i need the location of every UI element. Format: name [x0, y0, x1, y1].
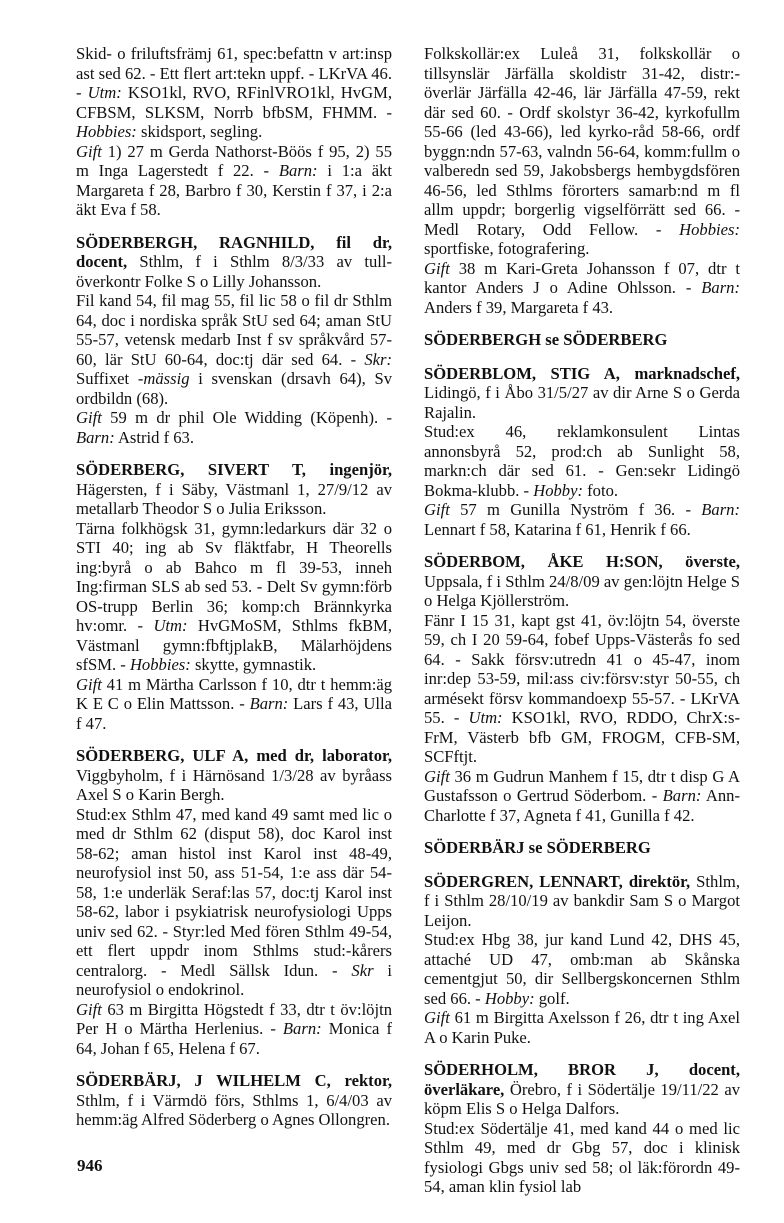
entry-title: överste,: [685, 552, 740, 571]
entry-paragraph: [76, 142, 392, 220]
italic-label: Barn:: [701, 278, 740, 297]
entry-text: sportfiske, fotografering.: [424, 239, 590, 258]
entry-text: i neurofysiol o endokrinol.: [76, 960, 392, 999]
entry-paragraph: [424, 552, 740, 611]
biography-entry: [424, 872, 740, 1048]
entry-paragraph: [424, 500, 740, 539]
entry-headword: SÖDERBERGH, RAGNHILD,: [76, 232, 315, 252]
entry-paragraph: [424, 364, 740, 423]
entry-paragraph: [76, 44, 392, 142]
entry-text: Hägersten, f i Säby, Västmanl 1, 27/9/12 av metallarb Theodor S o Julia Eriksson.: [76, 479, 392, 518]
entry-paragraph: [76, 805, 392, 1000]
entry-title: direktör,: [628, 871, 691, 891]
entry-text: skidsport, segling.: [136, 122, 263, 141]
entry-headword: SÖDERBLOM, STIG A,: [424, 363, 620, 383]
entry-text: golf.: [534, 988, 570, 1008]
entry-text: Monica f 64, Johan f 65, Helena f 67.: [76, 1019, 392, 1058]
entry-paragraph: [424, 1119, 740, 1197]
cross-reference: SÖDERBÄRJ se SÖDERBERG: [424, 838, 651, 857]
entry-text: Fil kand 54, fil mag 55, fil lic 58 o fil dr Sthlm 64, doc i nordiska språk StU sed 64; aman StU 55-57, vetensk medarb Inst f sv språkvård 57-60, lär StU 60-64, doc:tj där sed 64. -: [76, 291, 392, 369]
entry-paragraph: [424, 44, 740, 259]
biography-entry: [76, 746, 392, 1058]
entry-text: 57 m Gunilla Nyström f 36. -: [449, 500, 702, 519]
entry-paragraph: [424, 611, 740, 767]
entry-title: ingenjör,: [329, 460, 393, 479]
entry-text: 36 m Gudrun Manhem f 15, dtr t disp G A Gustafsson o Gertrud Söderbom. -: [424, 766, 740, 805]
entry-text: Stud:ex Södertälje 41, med kand 44 o med lic Sthlm 49, med dr Gbg 57, doc i klinisk fysiologi Gbgs univ sed 58; ol läk:förordn 49-54, aman klin fysiol lab: [424, 1118, 740, 1196]
italic-label: Barn:: [76, 427, 115, 447]
entry-text: foto.: [583, 480, 619, 500]
entry-text: Astrid f 63.: [114, 427, 195, 447]
italic-label: Gift: [424, 258, 450, 278]
entry-text: Uppsala, f i Sthlm 24/8/09 av gen:löjtn Helge S o Helga Kjöllerström.: [424, 571, 740, 610]
italic-label: Gift: [76, 408, 102, 427]
page-number: 946: [77, 1156, 103, 1175]
italic-label: Gift: [424, 1008, 450, 1027]
biography-entry: [76, 44, 392, 220]
entry-paragraph: [76, 408, 392, 447]
entry-title: marknadschef,: [634, 363, 740, 383]
entry-headword: SÖDERGREN, LENNART,: [424, 871, 623, 891]
entry-text: Örebro, f i Södertälje 19/11/22 av köpm Elis S o Helga Dalfors.: [424, 1079, 740, 1118]
entry-text: 41 m Märtha Carlsson f 10, dtr t hemm:äg K E C o Elin Mattsson. -: [76, 674, 392, 713]
entry-title: med dr, laborator,: [256, 746, 392, 765]
entry-paragraph: [76, 460, 392, 519]
entry-text: KSO1kl, RVO, RDDO, ChrX:s-FrM, Västerb bfb GM, FROGM, CFB-SM, SCFftjt.: [424, 708, 740, 766]
cross-reference: SÖDERBERGH se SÖDERBERG: [424, 330, 668, 349]
left-column: [76, 44, 392, 1143]
entry-paragraph: [76, 291, 392, 408]
entry-title: docent, överläkare,: [424, 1060, 740, 1099]
entry-text: Sthlm, f i Sthlm 28/10/19 av bankdir Sam S o Margot Leijon.: [424, 871, 740, 930]
entry-text: Sthlm, f i Sthlm 8/3/33 av tull-överkontr Folke S o Lilly Johansson.: [76, 252, 392, 291]
italic-label: Gift: [76, 141, 102, 161]
entry-text: Tärna folkhögsk 31, gymn:ledarkurs där 32 o STI 40; ing ab Sv fläktfabr, H Theorells ing:byrå o ab Bahco m fl 39-53, inneh Ing:firman SLS ab sed 53. - Delt Sv gymn:förb OS-trupp Berlin 36; komp:ch Brännkyrka hv:omr. -: [76, 518, 392, 635]
italic-label: Barn:: [278, 161, 318, 180]
biography-entry: [424, 44, 740, 317]
entry-text: Skid- o friluftsfrämj 61, spec:befattn v art:insp ast sed 62. - Ett flert art:tekn uppf. - LKrVA 46. -: [76, 44, 392, 102]
italic-label: Gift: [424, 766, 450, 786]
italic-label: Gift: [76, 674, 102, 694]
entry-text: Ann-Charlotte f 37, Agneta f 41, Gunilla f 42.: [424, 786, 741, 825]
italic-label: Hobby:: [484, 988, 535, 1008]
italic-label: Barn:: [249, 694, 289, 713]
italic-label: Utm:: [87, 83, 122, 102]
entry-text: Lidingö, f i Åbo 31/5/27 av dir Arne S o Gerda Rajalin.: [424, 383, 740, 422]
entry-text: 1) 27 m Gerda Nathorst-Böös f 95, 2) 55 m Inga Lagerstedt f 22. -: [76, 141, 392, 180]
biography-entry: [424, 1060, 740, 1197]
biography-entry: [424, 552, 740, 825]
entry-text: Stud:ex 46, reklamkonsulent Lintas annonsbyrå 52, prod:ch ab Sunlight 58, markn:ch där sed 61. - Gen:sekr Lidingö Bokma-klubb. -: [424, 422, 740, 500]
italic-label: Gift: [76, 999, 102, 1019]
biography-entry: [76, 460, 392, 733]
entry-title: rektor,: [344, 1071, 392, 1090]
italic-label: Barn:: [282, 1019, 322, 1038]
entry-text: Viggbyholm, f i Härnösand 1/3/28 av byråass Axel S o Karin Bergh.: [76, 765, 392, 804]
entry-paragraph: [424, 930, 740, 1008]
entry-text: skytte, gymnastik.: [190, 655, 317, 674]
italic-label: Utm:: [468, 708, 503, 727]
entry-text: Fänr I 15 31, kapt gst 41, öv:löjtn 54, överste 59, ch I 20 59-64, fobef Upps-Västerås fo sed 64. - Sakk försv:utredn 41 o 45-47, inom inr:dep 53-59, mil:ass civ:försv:styr 50-55, ch armésekt försv kommandoexp 55-57. - LKrVA 55. -: [424, 610, 740, 727]
italic-label: Skr:: [364, 349, 392, 369]
entry-text: Suffixet: [76, 369, 138, 388]
entry-paragraph: [424, 259, 740, 318]
entry-paragraph: [76, 233, 392, 292]
entry-headword: SÖDERHOLM, BROR J,: [424, 1060, 659, 1079]
biography-entry: [424, 364, 740, 540]
entry-headword: SÖDERBOM, ÅKE H:SON,: [424, 552, 663, 571]
entry-paragraph: [76, 746, 392, 805]
italic-label: Barn:: [701, 500, 740, 519]
entry-paragraph: [424, 1008, 740, 1047]
italic-label: Hobby:: [533, 480, 583, 500]
entry-text: i svenskan (drsavh 64), Sv ordbildn (68).: [76, 369, 392, 408]
entry-text: Anders f 39, Margareta f 43.: [424, 297, 614, 317]
right-column: [424, 44, 740, 1210]
entry-text: HvGMoSM, Sthlms fkBM, Västmanl gymn:fbftjplakB, Mälarhöjdens sfSM. -: [76, 616, 392, 674]
entry-text: i 1:a äkt Margareta f 28, Barbro f 30, Kerstin f 37, i 2:a äkt Eva f 58.: [76, 161, 393, 219]
entry-headword: SÖDERBERG, ULF A,: [76, 746, 249, 765]
entry-headword: SÖDERBERG, SIVERT T,: [76, 460, 306, 479]
biography-entry: [76, 233, 392, 448]
italic-label: Barn:: [662, 786, 702, 805]
entry-title: fil dr, docent,: [76, 232, 392, 271]
entry-paragraph: [76, 675, 392, 734]
entry-text: 59 m dr phil Ole Widding (Köpenh). -: [101, 408, 392, 427]
entry-text: 61 m Birgitta Axelsson f 26, dtr t ing Axel A o Karin Puke.: [424, 1008, 740, 1047]
entry-paragraph: [424, 872, 740, 931]
entry-text: 63 m Birgitta Högstedt f 33, dtr t öv:löjtn Per H o Märtha Herlenius. -: [76, 999, 392, 1038]
italic-label: Skr: [351, 960, 374, 980]
entry-text: KSO1kl, RVO, RFinlVRO1kl, HvGM, CFBSM, SLKSM, Norrb bfbSM, FHMM. -: [76, 83, 392, 122]
entry-text: Sthlm, f i Värmdö förs, Sthlms 1, 6/4/03 av hemm:äg Alfred Söderberg o Agnes Ollongren.: [76, 1090, 392, 1129]
italic-label: Hobbies:: [129, 655, 191, 674]
entry-text: 38 m Kari-Greta Johansson f 07, dtr t kantor Anders J o Adine Ohlsson. -: [424, 258, 740, 297]
entry-text: Lars f 43, Ulla f 47.: [76, 694, 392, 733]
entry-paragraph: [76, 519, 392, 675]
entry-paragraph: [424, 422, 740, 500]
entry-headword: SÖDERBÄRJ, J WILHELM C,: [76, 1071, 331, 1090]
biography-entry: [76, 1071, 392, 1130]
entry-paragraph: [76, 1000, 392, 1059]
entry-text: Folkskollär:ex Luleå 31, folkskollär o tillsynslär Järfälla skoldistr 31-42, distr:-överlär Järfälla 42-46, lär Järfälla 47-59, rekt där sed 60. - Ordf skolstyr 36-42, kyrkofullm 55-66 (led 43-66), led kyrko-råd 58-66, ordf byggn:ndn 57-63, valndn 56-64, komm:fullm o valberedn sed 59, Jakobsbergs hembygdsfören 46-56, led Sthlms förorters samarb:nd m fl allm uppdr; borgerlig vigselförrätt sed 66. - Medl Rotary, Odd Fellow. -: [424, 44, 740, 239]
italic-label: Hobbies:: [679, 219, 740, 239]
entry-text: Stud:ex Sthlm 47, med kand 49 samt med lic o med dr Sthlm 62 (disput 58), doc Karol inst 58-62; aman histol inst Karol inst 48-49, neurofysiol inst 50, ass 51-54, 1:e ass där 54-58, 1:e underläk Seraf:las 57, doc:tj Karol inst 58-62, labor i psykiatrisk neurofysiologi Upps univ sed 62. - Styr:led Med fören Sthlm 49-54, ett flert uppdr inom Sthlms stud:-kårers centralorg. - Medl Sällsk Idun. -: [76, 804, 392, 980]
italic-label: Gift: [424, 500, 450, 519]
entry-text: Stud:ex Hbg 38, jur kand Lund 42, DHS 45, attaché UD 47, omb:man ab Skånska cementgjut 50, dir Sellbergskoncernen Sthlm sed 66. -: [424, 930, 740, 1008]
entry-paragraph: [76, 1071, 392, 1130]
italic-label: -mässig: [137, 369, 190, 388]
entry-paragraph: [424, 1060, 740, 1119]
entry-paragraph: [424, 767, 740, 826]
entry-text: Lennart f 58, Katarina f 61, Henrik f 66.: [424, 519, 691, 539]
italic-label: Utm:: [153, 616, 188, 635]
italic-label: Hobbies:: [76, 122, 137, 141]
